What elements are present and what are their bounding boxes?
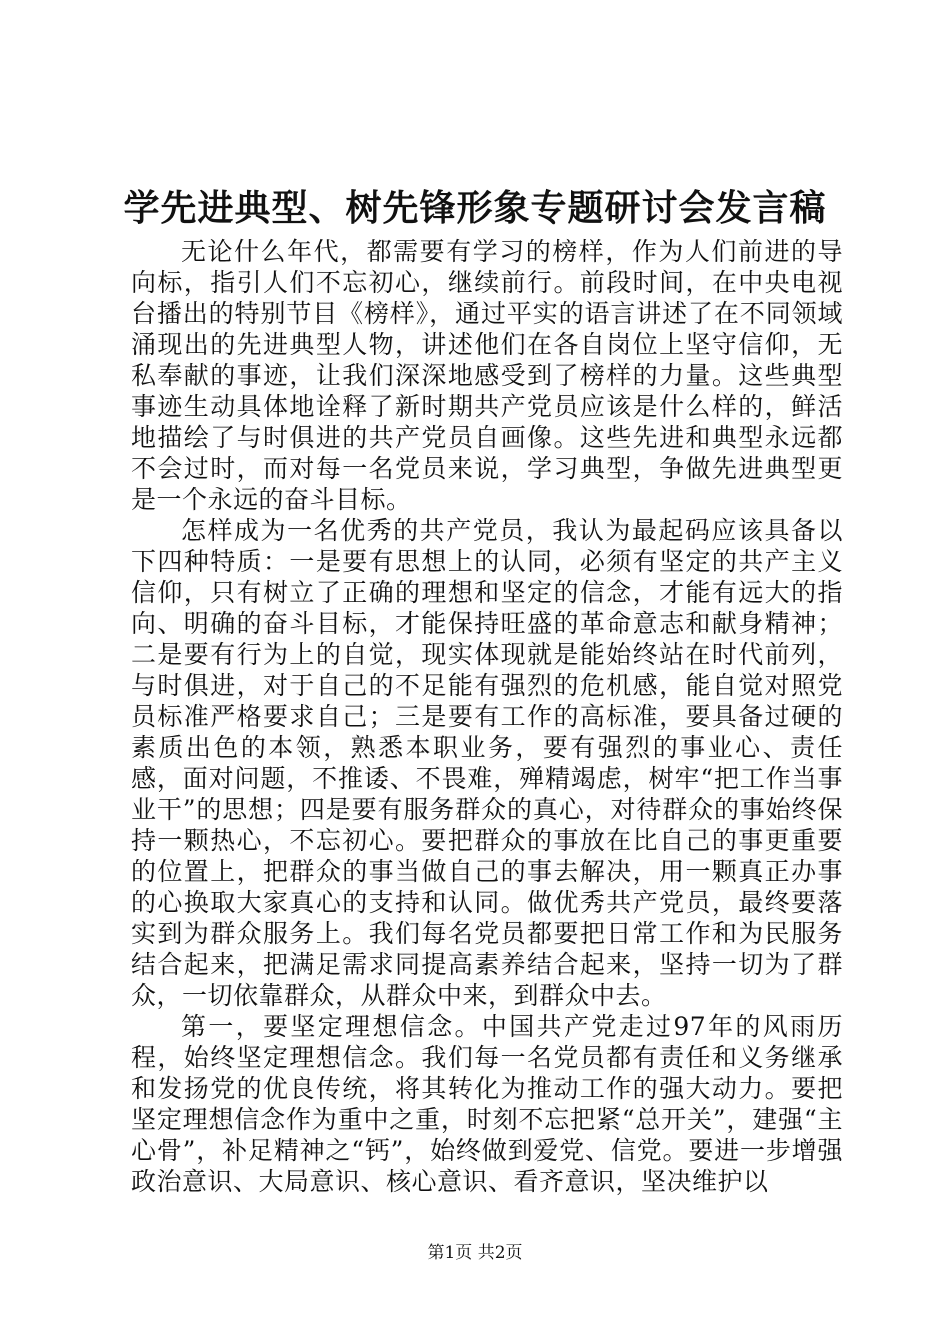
paragraph-1: 无论什么年代，都需要有学习的榜样，作为人们前进的导向标，指引人们不忘初心，继续前行。前段时间，在中央电视台播出的特别节目《榜样》，通过平实的语言讲述了在不同领域涌现出的先进典型人物，讲述他们在各自岗位上坚守信仰，无私奉献的事迹，让我们深深地感受到了榜样的力量。这些典型事迹生动具体地诠释了新时期共产党员应该是什么样的，鲜活地描绘了与时俱进的共产党员自画像。这些先进和典型永远都不会过时，而对每一名党员来说，学习典型，争做先进典型更是一个永远的奋斗目标。 [131,237,843,514]
paragraph-3: 第一，要坚定理想信念。中国共产党走过97年的风雨历程，始终坚定理想信念。我们每一名党员都有责任和义务继承和发扬党的优良传统，将其转化为推动工作的强大动力。要把坚定理想信念作为重中之重，时刻不忘把紧“总开关”，建强“主心骨”，补足精神之“钙”，始终做到爱党、信党。要进一步增强政治意识、大局意识、核心意识、看齐意识，坚决维护以 [131,1012,843,1196]
document-title: 学先进典型、树先锋形象专题研讨会发言稿 [123,187,827,229]
paragraph-2: 怎样成为一名优秀的共产党员，我认为最起码应该具备以下四种特质：一是要有思想上的认同，必须有坚定的共产主义信仰，只有树立了正确的理想和坚定的信念，才能有远大的指向、明确的奋斗目标，才能保持旺盛的革命意志和献身精神；二是要有行为上的自觉，现实体现就是能始终站在时代前列，与时俱进，对于自己的不足能有强烈的危机感，能自觉对照党员标准严格要求自己；三是要有工作的高标准，要具备过硬的素质出色的本领，熟悉本职业务，要有强烈的事业心、责任感，面对问题，不推诿、不畏难，殚精竭虑，树牢“把工作当事业干”的思想；四是要有服务群众的真心，对待群众的事始终保持一颗热心，不忘初心。要把群众的事放在比自己的事更重要的位置上，把群众的事当做自己的事去解决，用一颗真正办事的心换取大家真心的支持和认同。做优秀共产党员，最终要落实到为群众服务上。我们每名党员都要把日常工作和为民服务结合起来，把满足需求同提高素养结合起来，坚持一切为了群众，一切依靠群众，从群众中来，到群众中去。 [131,516,843,1010]
page-number-footer: 第1页 共2页 [427,1243,523,1263]
document-body [131,236,843,1197]
